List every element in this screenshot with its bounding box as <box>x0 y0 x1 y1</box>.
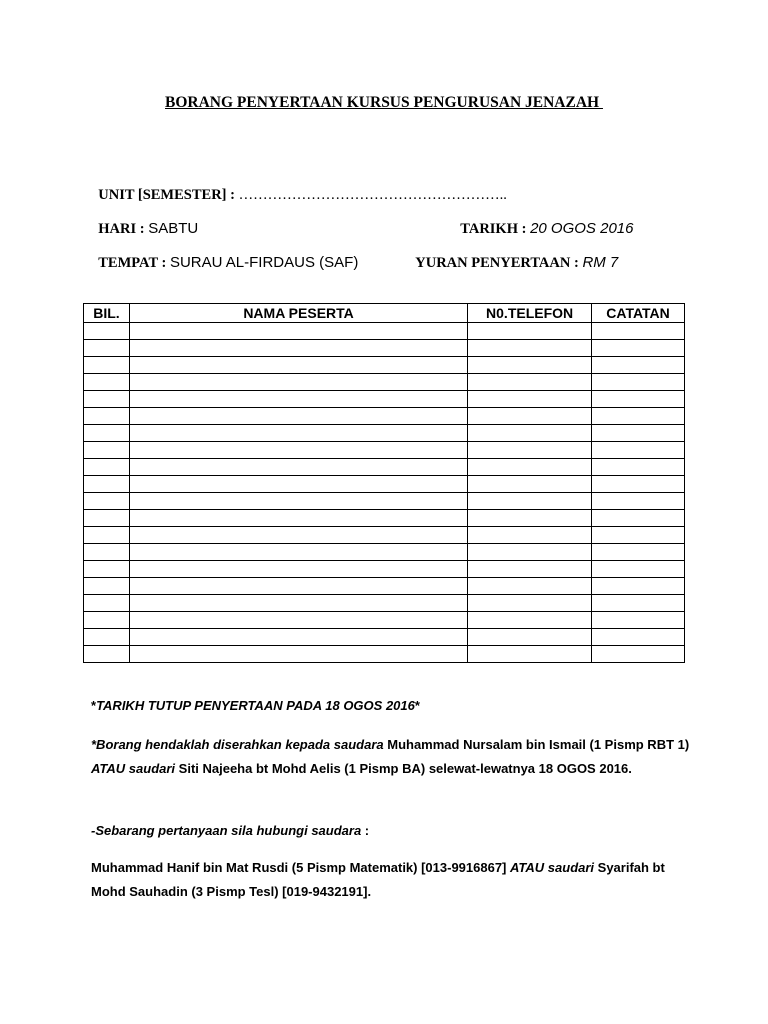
closing-date-text: TARIKH TUTUP PENYERTAAN PADA 18 OGOS 2016 <box>96 698 415 713</box>
submission-name-2: Siti Najeeha bt Mohd Aelis (1 Pismp BA) selewat-lewatnya 18 OGOS 2016. <box>178 761 632 776</box>
cell-no-telefon[interactable] <box>468 391 592 408</box>
cell-nama-peserta[interactable] <box>129 629 467 646</box>
cell-bil[interactable] <box>84 442 130 459</box>
table-row <box>84 561 685 578</box>
hari-row <box>91 203 198 238</box>
cell-bil[interactable] <box>84 612 130 629</box>
cell-no-telefon[interactable] <box>468 646 592 663</box>
cell-catatan[interactable] <box>592 527 685 544</box>
cell-nama-peserta[interactable] <box>129 510 467 527</box>
table-row <box>84 442 685 459</box>
cell-catatan[interactable] <box>592 612 685 629</box>
cell-nama-peserta[interactable] <box>129 595 467 612</box>
cell-catatan[interactable] <box>592 408 685 425</box>
tarikh-value: 20 OGOS 2016 <box>530 220 634 237</box>
tarikh-label: TARIKH : <box>460 221 531 237</box>
submission-intro: *Borang hendaklah diserahkan kepada saudara <box>91 737 388 752</box>
cell-no-telefon[interactable] <box>468 595 592 612</box>
cell-catatan[interactable] <box>592 442 685 459</box>
table-row <box>84 646 685 663</box>
table-body <box>84 323 685 663</box>
unit-semester-row <box>91 170 507 204</box>
yuran-value: RM 7 <box>582 254 619 271</box>
cell-no-telefon[interactable] <box>468 459 592 476</box>
cell-no-telefon[interactable] <box>468 476 592 493</box>
cell-no-telefon[interactable] <box>468 442 592 459</box>
tempat-value: SURAU AL-FIRDAUS (SAF) <box>169 254 359 271</box>
cell-bil[interactable] <box>84 595 130 612</box>
table-row <box>84 629 685 646</box>
cell-bil[interactable] <box>84 340 130 357</box>
cell-catatan[interactable] <box>592 374 685 391</box>
table-row <box>84 408 685 425</box>
submission-name-1: Muhammad Nursalam bin Ismail (1 Pismp RBT 1) <box>387 737 690 752</box>
cell-catatan[interactable] <box>592 578 685 595</box>
cell-no-telefon[interactable] <box>468 527 592 544</box>
cell-nama-peserta[interactable] <box>129 357 467 374</box>
table-row <box>84 391 685 408</box>
cell-bil[interactable] <box>84 425 130 442</box>
submission-note <box>91 733 691 781</box>
cell-nama-peserta[interactable] <box>129 340 467 357</box>
table-row <box>84 595 685 612</box>
cell-no-telefon[interactable] <box>468 408 592 425</box>
cell-bil[interactable] <box>84 459 130 476</box>
table-row <box>84 374 685 391</box>
header-bil: BIL. <box>84 304 130 323</box>
cell-catatan[interactable] <box>592 493 685 510</box>
cell-nama-peserta[interactable] <box>129 459 467 476</box>
cell-catatan[interactable] <box>592 595 685 612</box>
cell-no-telefon[interactable] <box>468 612 592 629</box>
cell-no-telefon[interactable] <box>468 510 592 527</box>
question-note <box>91 819 691 843</box>
yuran-row <box>408 237 618 272</box>
hari-value: SABTU <box>148 220 199 237</box>
cell-nama-peserta[interactable] <box>129 493 467 510</box>
contact-note <box>91 856 691 904</box>
cell-bil[interactable] <box>84 527 130 544</box>
closing-date-note <box>91 694 691 718</box>
table-row <box>84 425 685 442</box>
unit-semester-label: UNIT [SEMESTER] : <box>98 187 235 203</box>
hari-label: HARI : <box>98 221 149 237</box>
contact-person-1: Muhammad Hanif bin Mat Rusdi (5 Pismp Matematik) [013-9916867] <box>91 860 510 875</box>
cell-nama-peserta[interactable] <box>129 544 467 561</box>
table-row <box>84 527 685 544</box>
cell-bil[interactable] <box>84 646 130 663</box>
cell-catatan[interactable] <box>592 561 685 578</box>
submission-atau: ATAU saudari <box>91 761 179 776</box>
cell-catatan[interactable] <box>592 340 685 357</box>
question-colon: : <box>361 823 370 838</box>
cell-bil[interactable] <box>84 391 130 408</box>
cell-nama-peserta[interactable] <box>129 578 467 595</box>
unit-semester-blank[interactable]: ……………………………………………….. <box>234 187 507 203</box>
cell-bil[interactable] <box>84 578 130 595</box>
tarikh-row <box>453 203 633 238</box>
cell-catatan[interactable] <box>592 459 685 476</box>
table-row <box>84 340 685 357</box>
cell-catatan[interactable] <box>592 510 685 527</box>
table-row <box>84 510 685 527</box>
cell-nama-peserta[interactable] <box>129 561 467 578</box>
cell-no-telefon[interactable] <box>468 323 592 340</box>
contact-person-2: Syarifah bt Mohd Sauhadin (3 Pismp Tesl) [019-9432191]. <box>91 860 665 899</box>
closing-asterisk-start: * <box>91 698 97 713</box>
cell-nama-peserta[interactable] <box>129 425 467 442</box>
cell-nama-peserta[interactable] <box>129 374 467 391</box>
cell-no-telefon[interactable] <box>468 425 592 442</box>
cell-nama-peserta[interactable] <box>129 612 467 629</box>
table-row <box>84 493 685 510</box>
cell-no-telefon[interactable] <box>468 578 592 595</box>
cell-nama-peserta[interactable] <box>129 646 467 663</box>
cell-catatan[interactable] <box>592 629 685 646</box>
header-catatan: CATATAN <box>592 304 685 323</box>
participant-table <box>83 303 685 663</box>
cell-bil[interactable] <box>84 323 130 340</box>
table-row <box>84 578 685 595</box>
table-header-row <box>84 304 685 323</box>
header-no-telefon: N0.TELEFON <box>468 304 592 323</box>
cell-bil[interactable] <box>84 629 130 646</box>
cell-nama-peserta[interactable] <box>129 527 467 544</box>
tempat-label: TEMPAT : <box>98 255 170 271</box>
cell-bil[interactable] <box>84 408 130 425</box>
cell-catatan[interactable] <box>592 425 685 442</box>
contact-atau: ATAU saudari <box>510 860 595 875</box>
cell-no-telefon[interactable] <box>468 544 592 561</box>
table-row <box>84 357 685 374</box>
cell-bil[interactable] <box>84 493 130 510</box>
table-row <box>84 544 685 561</box>
cell-bil[interactable] <box>84 561 130 578</box>
cell-nama-peserta[interactable] <box>129 323 467 340</box>
cell-no-telefon[interactable] <box>468 374 592 391</box>
cell-bil[interactable] <box>84 510 130 527</box>
cell-catatan[interactable] <box>592 544 685 561</box>
cell-bil[interactable] <box>84 544 130 561</box>
cell-no-telefon[interactable] <box>468 629 592 646</box>
cell-bil[interactable] <box>84 374 130 391</box>
cell-no-telefon[interactable] <box>468 493 592 510</box>
yuran-label: YURAN PENYERTAAN : <box>415 255 583 271</box>
cell-nama-peserta[interactable] <box>129 476 467 493</box>
table-row <box>84 476 685 493</box>
form-title: BORANG PENYERTAAN KURSUS PENGURUSAN JENAZAH <box>165 94 603 111</box>
cell-nama-peserta[interactable] <box>129 391 467 408</box>
header-nama-peserta: NAMA PESERTA <box>129 304 467 323</box>
cell-catatan[interactable] <box>592 357 685 374</box>
cell-no-telefon[interactable] <box>468 561 592 578</box>
cell-nama-peserta[interactable] <box>129 442 467 459</box>
question-text: -Sebarang pertanyaan sila hubungi saudara <box>91 823 362 838</box>
tempat-row <box>91 237 358 272</box>
cell-catatan[interactable] <box>592 476 685 493</box>
cell-no-telefon[interactable] <box>468 357 592 374</box>
table-row <box>84 323 685 340</box>
cell-catatan[interactable] <box>592 323 685 340</box>
cell-catatan[interactable] <box>592 646 685 663</box>
cell-catatan[interactable] <box>592 391 685 408</box>
table-row <box>84 459 685 476</box>
cell-bil[interactable] <box>84 357 130 374</box>
cell-bil[interactable] <box>84 476 130 493</box>
cell-no-telefon[interactable] <box>468 340 592 357</box>
table-row <box>84 612 685 629</box>
cell-nama-peserta[interactable] <box>129 408 467 425</box>
closing-asterisk-end: * <box>414 698 420 713</box>
